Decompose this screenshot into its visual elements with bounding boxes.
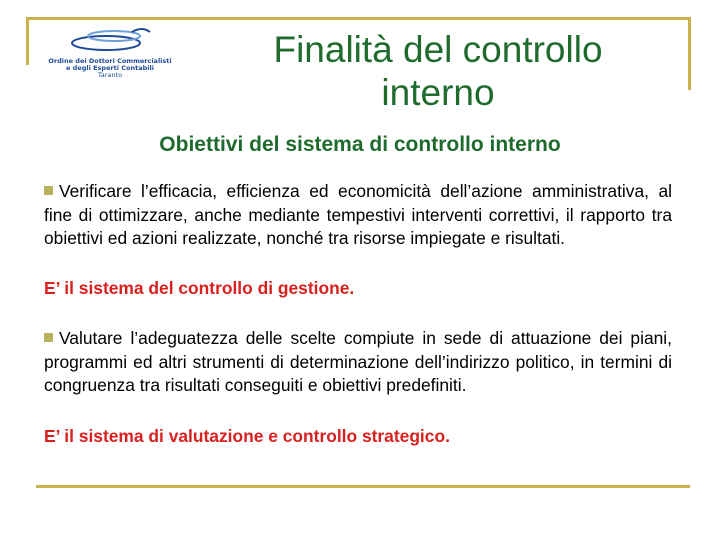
logo-text-line2: e degli Esperti Contabili (66, 64, 154, 72)
bullet-square-icon (44, 333, 53, 342)
logo (40, 26, 180, 84)
slide-title (238, 28, 638, 114)
logo-text-line3: Taranto (97, 71, 123, 79)
title-line-2: interno (381, 72, 495, 113)
bullet-text-2: Valutare l’adeguatezza delle scelte compiute in sede di attuazione dei piani, programmi ed altri strumenti di determinazione dell’indirizzo politico, in termini di congruenza tra risultati conseguiti e obiettivi predefiniti. (44, 328, 672, 395)
bullet-square-icon (44, 186, 53, 195)
logo-text-line1: Ordine dei Dottori Commercialisti (48, 57, 172, 65)
bullet-paragraph-2 (44, 327, 672, 398)
frame-left-line (26, 17, 29, 65)
bullet-text-1: Verificare l’efficacia, efficienza ed economicità dell’azione amministrativa, al fine di ottimizzare, anche mediante tempestivi interventi correttivi, il rapporto tra obiettivi ed azioni realizzate, nonché tra risorse impiegate e risultati. (44, 181, 672, 248)
conclusion-1: E’ il sistema del controllo di gestione. (44, 278, 355, 298)
title-line-1: Finalità del controllo (273, 29, 603, 70)
frame-top-line (26, 17, 690, 20)
conclusion-2: E’ il sistema di valutazione e controllo strategico. (44, 426, 450, 446)
logo-emblem-icon (62, 26, 158, 54)
frame-bottom-line (36, 485, 690, 488)
frame-right-line (688, 17, 691, 90)
slide-subtitle: Obiettivi del sistema di controllo interno (159, 133, 561, 156)
bullet-paragraph-1 (44, 180, 672, 251)
